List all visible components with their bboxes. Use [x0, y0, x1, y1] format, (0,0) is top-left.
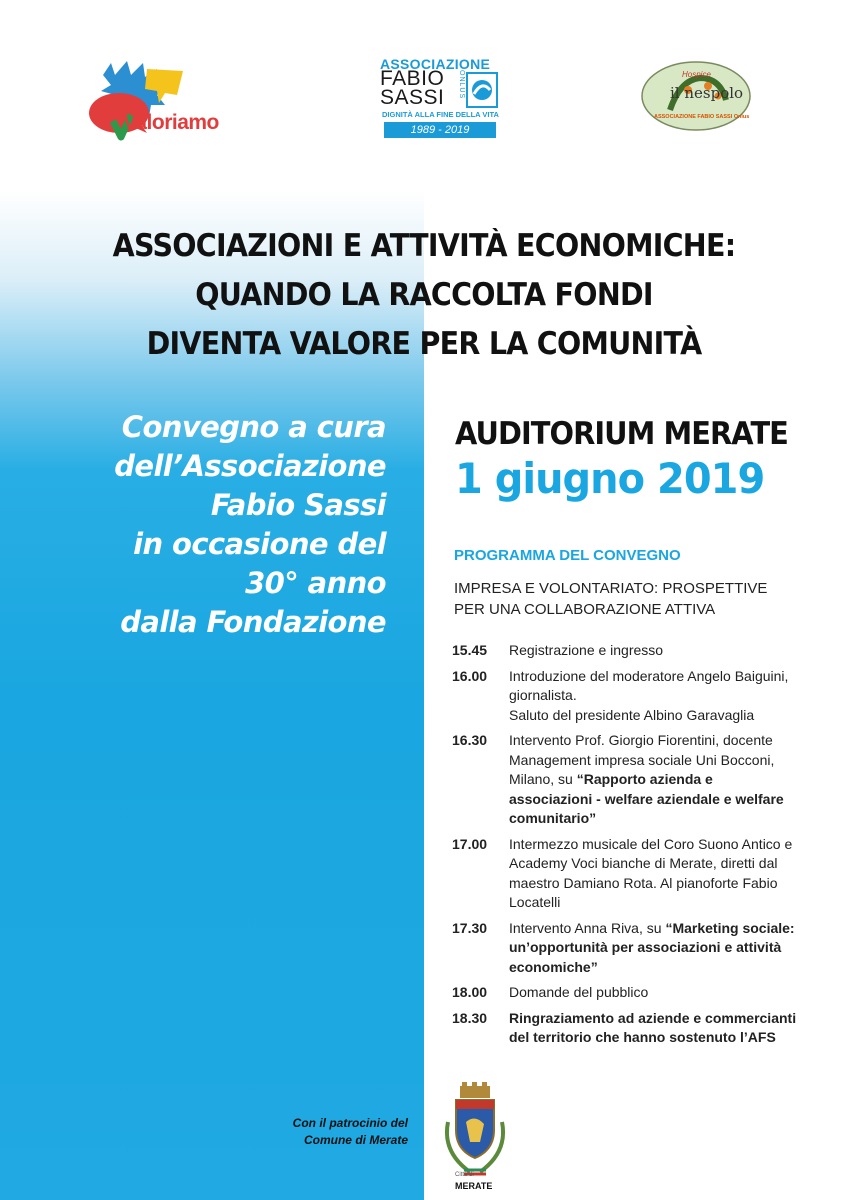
- patrocinio-line-1: Con il patrocinio del: [292, 1116, 408, 1130]
- afs-name-first: FABIO: [380, 67, 445, 90]
- schedule-text: [509, 919, 799, 978]
- merate-label: MERATE: [455, 1181, 493, 1191]
- schedule-text-part: Intervento Prof. Giorgio Fiorentini, docente Management impresa sociale Uni Bocconi, Milano, su: [509, 732, 775, 787]
- event-date: 1 giugno 2019: [455, 454, 765, 503]
- schedule-time: 17.30: [452, 919, 488, 936]
- schedule-text: Registrazione e ingresso: [509, 642, 664, 658]
- afs-logo: [380, 56, 500, 140]
- schedule-text-part: Intervento Anna Riva, su: [509, 919, 666, 936]
- afs-name-last: SASSI: [380, 86, 445, 109]
- citta-di-label: Città di: [455, 1172, 474, 1178]
- event-venue: AUDITORIUM MERATE: [455, 416, 788, 452]
- afs-years: 1989 - 2019: [384, 122, 496, 138]
- convegno-description: [26, 408, 386, 642]
- schedule-item: [452, 835, 802, 913]
- convegno-line-1: Convegno a cura: [121, 410, 386, 444]
- nespolo-association: ASSOCIAZIONE FABIO SASSI Onlus: [654, 114, 750, 120]
- patrocinio-note: [230, 1115, 408, 1149]
- schedule-item: [452, 641, 802, 661]
- schedule-text-part: Introduzione del moderatore Angelo Baiguini, giornalista.: [509, 667, 789, 703]
- convegno-line-5: 30° anno: [245, 566, 386, 600]
- schedule-item: [452, 1009, 802, 1048]
- valoriamo-wordmark: Valoriamo: [123, 111, 219, 134]
- title-line-3: DIVENTA VALORE PER LA COMUNITÀ: [146, 326, 702, 362]
- convegno-line-3: Fabio Sassi: [210, 488, 386, 522]
- patrocinio-line-2: Comune di Merate: [303, 1133, 408, 1147]
- nespolo-hospice-label: Hospice: [682, 70, 711, 79]
- schedule-time: 18.00: [452, 984, 488, 1000]
- programma-subtitle-line-2: PER UNA COLLABORAZIONE ATTIVA: [454, 601, 716, 618]
- schedule-text: Domande del pubblico: [509, 984, 649, 1000]
- title-line-1: ASSOCIAZIONI E ATTIVITÀ ECONOMICHE:: [112, 228, 736, 264]
- afs-tagline: DIGNITÀ ALLA FINE DELLA VITA: [382, 110, 499, 119]
- afs-association-label: ASSOCIAZIONE: [380, 56, 491, 72]
- schedule-time: 16.30: [452, 732, 488, 748]
- schedule-item: [452, 919, 802, 978]
- convegno-line-6: dalla Fondazione: [120, 605, 386, 639]
- schedule-list: [452, 641, 802, 1054]
- main-title: [34, 222, 814, 369]
- schedule-text-part: Saluto del presidente Albino Garavaglia: [509, 706, 755, 723]
- schedule-text: [509, 667, 799, 726]
- valoriamo-logo: [85, 55, 270, 145]
- title-line-2: QUANDO LA RACCOLTA FONDI: [195, 277, 653, 313]
- schedule-item: [452, 667, 802, 726]
- schedule-talk-title: “Rapporto azienda e associazioni - welfare aziendale e welfare comunitario”: [509, 771, 784, 826]
- schedule-talk-title: Ringraziamento ad aziende e commercianti del territorio che hanno sostenuto l’AFS: [509, 1009, 797, 1045]
- convegno-line-4: in occasione del: [133, 527, 386, 561]
- afs-name: [380, 69, 444, 107]
- schedule-time: 18.30: [452, 1009, 488, 1026]
- afs-onlus-label: ONLUS: [458, 70, 465, 100]
- programma-subtitle-line-1: IMPRESA E VOLONTARIATO: PROSPETTIVE: [454, 580, 768, 597]
- schedule-text: [509, 1009, 799, 1048]
- merate-crest-icon: [440, 1082, 510, 1192]
- schedule-time: 15.45: [452, 642, 488, 658]
- schedule-item: [452, 731, 802, 829]
- schedule-talk-title: “Marketing sociale: un’opportunità per associazioni e attività economiche”: [509, 919, 795, 975]
- nespolo-logo: [640, 60, 752, 132]
- convegno-line-2: dell’Associazione: [114, 449, 386, 483]
- schedule-text: [509, 731, 799, 829]
- schedule-item: [452, 983, 802, 1003]
- programma-subtitle: [454, 578, 767, 620]
- schedule-time: 16.00: [452, 667, 488, 684]
- programma-heading: PROGRAMMA DEL CONVEGNO: [454, 547, 681, 564]
- afs-dolphin-icon: [466, 72, 498, 108]
- schedule-text: Intermezzo musicale del Coro Suono Antico e Academy Voci bianche di Merate, diretti dal maestro Damiano Rota. Al pianoforte Fabio Locatelli: [509, 835, 793, 910]
- nespolo-name: il nespolo: [670, 84, 744, 102]
- schedule-time: 17.00: [452, 835, 488, 852]
